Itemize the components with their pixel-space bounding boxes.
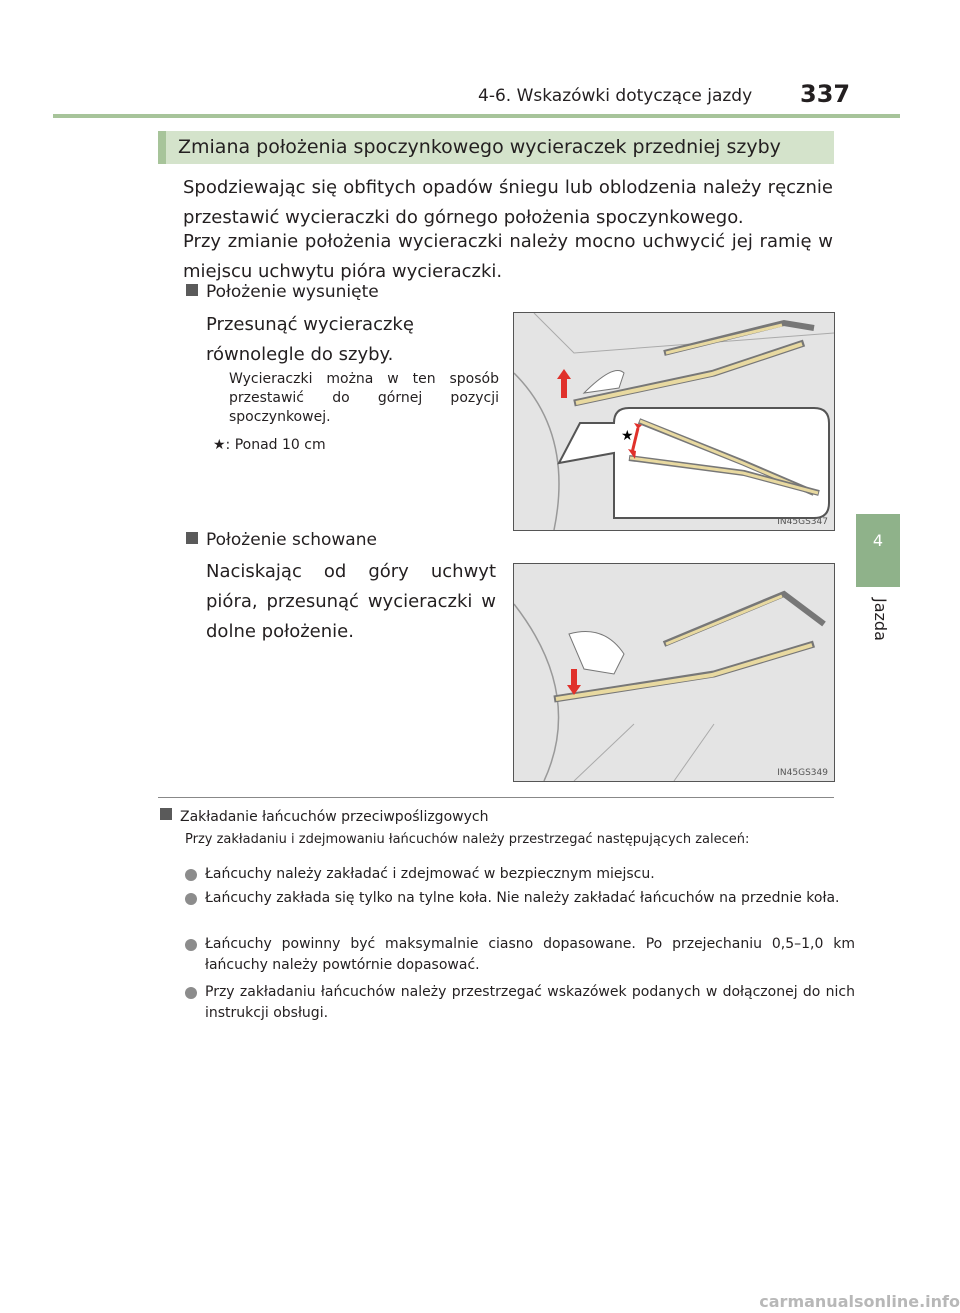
list-item-text: Łańcuchy należy zakładać i zdejmować w bezpiecznym miejscu. bbox=[205, 866, 655, 882]
list-item bbox=[185, 888, 855, 909]
retracted-heading-text: Położenie schowane bbox=[206, 530, 377, 550]
list-item-text: Przy zakładaniu łańcuchów należy przestrzegać wskazówek podanych w dołączonej do nich instrukcji obsługi. bbox=[205, 984, 855, 1021]
square-bullet-icon bbox=[160, 808, 172, 820]
list-item bbox=[185, 934, 855, 976]
header-section-title: 4-6. Wskazówki dotyczące jazdy bbox=[478, 86, 753, 106]
list-item-text: Łańcuchy zakłada się tylko na tylne koła. Nie należy zakładać łańcuchów na przednie koła. bbox=[205, 890, 840, 906]
retracted-instruction: Naciskając od góry uchwyt pióra, przesunąć wycieraczki w dolne położenie. bbox=[206, 561, 496, 642]
intro-paragraph-1: Spodziewając się obfitych opadów śniegu lub oblodzenia należy ręcznie przestawić wycieraczki do górnego położenia spoczynkowego. bbox=[183, 177, 833, 228]
intro-paragraph-2: Przy zmianie położenia wycieraczki należy mocno uchwycić jej ramię w miejscu uchwytu pióra wycieraczki. bbox=[183, 231, 833, 282]
chapter-tab: 4 bbox=[856, 514, 900, 587]
star-note: ★: Ponad 10 cm bbox=[213, 437, 326, 453]
notes-intro: Przy zakładaniu i zdejmowaniu łańcuchów należy przestrzegać następujących zaleceń: bbox=[185, 832, 750, 847]
square-bullet-icon bbox=[186, 284, 198, 296]
bullet-dot-icon bbox=[185, 939, 197, 951]
wiper-extended-illustration bbox=[513, 312, 835, 531]
list-item-text: Łańcuchy powinny być maksymalnie ciasno dopasowane. Po przejechaniu 0,5–1,0 km łańcuchy należy powtórnie dopasować. bbox=[205, 936, 855, 973]
extended-heading bbox=[186, 282, 379, 302]
notes-divider bbox=[158, 797, 834, 798]
chapter-label: Jazda bbox=[871, 598, 890, 641]
section-title-bar bbox=[158, 131, 834, 164]
page-number: 337 bbox=[800, 80, 851, 108]
watermark: carmanualsonline.info bbox=[759, 1292, 960, 1311]
wiper-retracted-drawing bbox=[514, 564, 834, 781]
notes-heading-text: Zakładanie łańcuchów przeciwpoślizgowych bbox=[180, 809, 489, 825]
extended-heading-text: Położenie wysunięte bbox=[206, 282, 379, 302]
extended-note: Wycieraczki można w ten sposób przestawić do górnej pozycji spoczynkowej. bbox=[229, 371, 499, 425]
image-code: IN45GS347 bbox=[777, 517, 828, 527]
section-title-accent bbox=[158, 131, 166, 164]
section-title: Zmiana położenia spoczynkowego wycieraczek przedniej szyby bbox=[178, 136, 781, 158]
wiper-extended-drawing bbox=[514, 313, 834, 530]
bullet-dot-icon bbox=[185, 987, 197, 999]
wiper-retracted-illustration bbox=[513, 563, 835, 782]
list-item bbox=[185, 982, 855, 1024]
retracted-heading bbox=[186, 530, 377, 550]
extended-instruction: Przesunąć wycieraczkę równolegle do szyby. bbox=[206, 314, 414, 365]
header-divider bbox=[53, 114, 900, 118]
bullet-dot-icon bbox=[185, 893, 197, 905]
square-bullet-icon bbox=[186, 532, 198, 544]
list-item bbox=[185, 864, 855, 885]
image-code: IN45GS349 bbox=[777, 768, 828, 778]
svg-text:★: ★ bbox=[621, 428, 634, 444]
notes-heading bbox=[160, 808, 488, 825]
bullet-dot-icon bbox=[185, 869, 197, 881]
